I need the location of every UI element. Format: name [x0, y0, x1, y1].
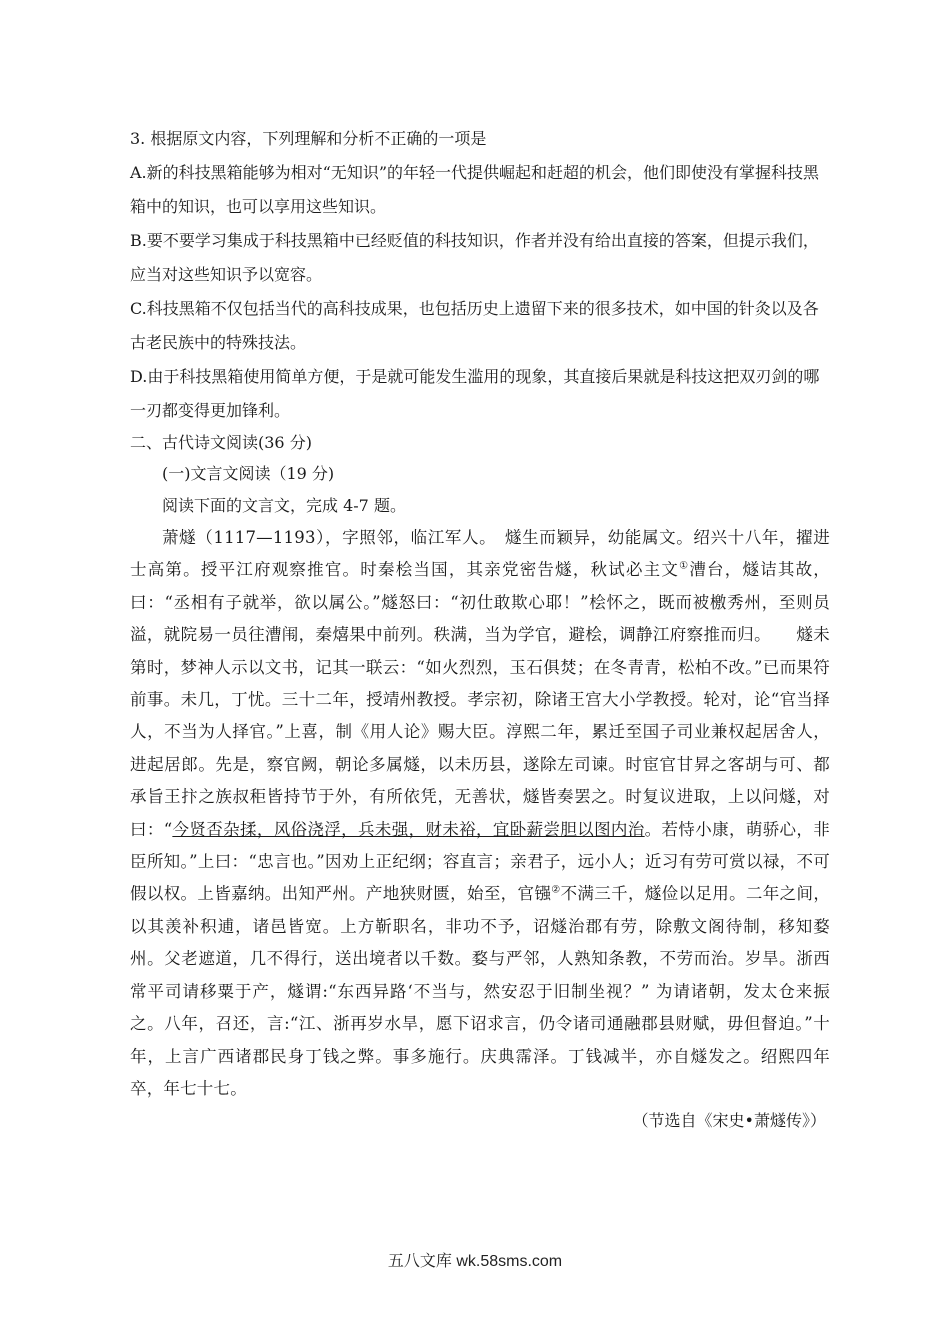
option-c: C.科技黑箱不仅包括当代的高科技成果，也包括历史上遗留下来的很多技术，如中国的针灸以及各古老民族中的特殊技法。: [130, 299, 819, 352]
passage-part-1: 萧燧（1117—1193），字照邻，临江军人。 燧生而颖异，幼能属文。绍兴十八年，擢进士高第。授平江府观察推官。时秦桧当国，其亲党密告燧，秋试必主文: [130, 528, 830, 580]
section-subtitle: (一)文言文阅读（19 分): [162, 464, 335, 483]
question-3-title: 3. 根据原文内容，下列理解和分析不正确的一项是: [130, 129, 487, 148]
classical-passage: [130, 522, 830, 1105]
footnote-1-marker: ①: [679, 560, 690, 572]
passage-part-4: 不满三千，燧俭以足用。二年之间，以其羡补积逋，诸邑皆宽。上方靳职名，非功不予，诏燧治郡有劳，除敷文阁待制，移知婺州。父老遮道，几不得行，送出境者以千数。婺与严邻，人熟知条教，不劳而治。岁旱。浙西常平司请移粟于产，燧谓:“东西异路‘不当与，然安忍于旧制坐视？” 为请诸朝，发太仓来振之。八年，召还，言:“江、浙再岁水旱，愿下诏求言，仍令诸司通融郡县财赋，毋但督迫。”十年，上言广西诸郡民身丁钱之弊。事多施行。庆典霈泽。丁钱减半，亦自燧发之。绍熙四年卒，年七十七。: [130, 884, 831, 1098]
passage-part-3: 。若恃小康，萌骄心，非臣所知。”上曰：“忠言也。”因劝上正纪纲；容直言；亲君子，远小人；近习有劳可赏以禄，不可假以权。上皆嘉纳。出知严州。产地狭财匮，始至，官镪: [130, 819, 830, 904]
passage-part-2: 漕台，燧诘其故，曰：“丞相有子就举，欲以属公。”燧怒曰：“初仕敢欺心耶！”桧怀之，既而被檄秀州，至则员溢，就院易一员往漕闱，秦熺果中前列。秩满，当为学官，避桧，调静江府察推而归。 燧未第时，梦神人示以文书，记其一联云：“如火烈烈，玉石俱焚；在冬青青，松柏不改。”已而果符前事。未几，丁忧。三十二年，授靖州教授。孝宗初，除诸王宫大小学教授。轮对，论“官当择人，不当为人择官。”上喜，制《用人论》赐大臣。淳熙二年，累迁至国子司业兼权起居舍人，进起居郎。先是，察官阙，朝论多属燧，以未历县，遂除左司谏。时宦官甘昇之客胡与可、都承旨王抃之族叔秬皆持节于外，有所依凭，无善状，燧皆奏罢之。时复议进取，上以问燧，对曰：“: [130, 560, 831, 839]
document-content: [130, 128, 830, 1137]
passage-source: （节选自《宋史•萧燧传》）: [632, 1111, 826, 1131]
footnote-2-marker: ②: [551, 884, 561, 896]
section-instruction: 阅读下面的文言文，完成 4-7 题。: [162, 496, 406, 515]
option-b: B.要不要学习集成于科技黑箱中已经贬值的科技知识，作者并没有给出直接的答案，但提示我们，应当对这些知识予以宽容。: [130, 231, 819, 284]
underlined-sentence: 今贤否杂揉，风俗浇浮，兵未强，财未裕，宜卧薪尝胆以图内治: [172, 819, 645, 839]
footer-watermark: 五八文库 wk.58sms.com: [387, 1253, 563, 1270]
option-a: A.新的科技黑箱能够为相对“无知识”的年轻一代提供崛起和赶超的机会，他们即使没有掌握科技黑箱中的知识，也可以享用这些知识。: [130, 163, 820, 216]
section-title: 二、古代诗文阅读(36 分): [130, 433, 312, 452]
option-d: D.由于科技黑箱使用简单方便，于是就可能发生滥用的现象，其直接后果就是科技这把双刃剑的哪一刃都变得更加锋利。: [130, 367, 820, 420]
